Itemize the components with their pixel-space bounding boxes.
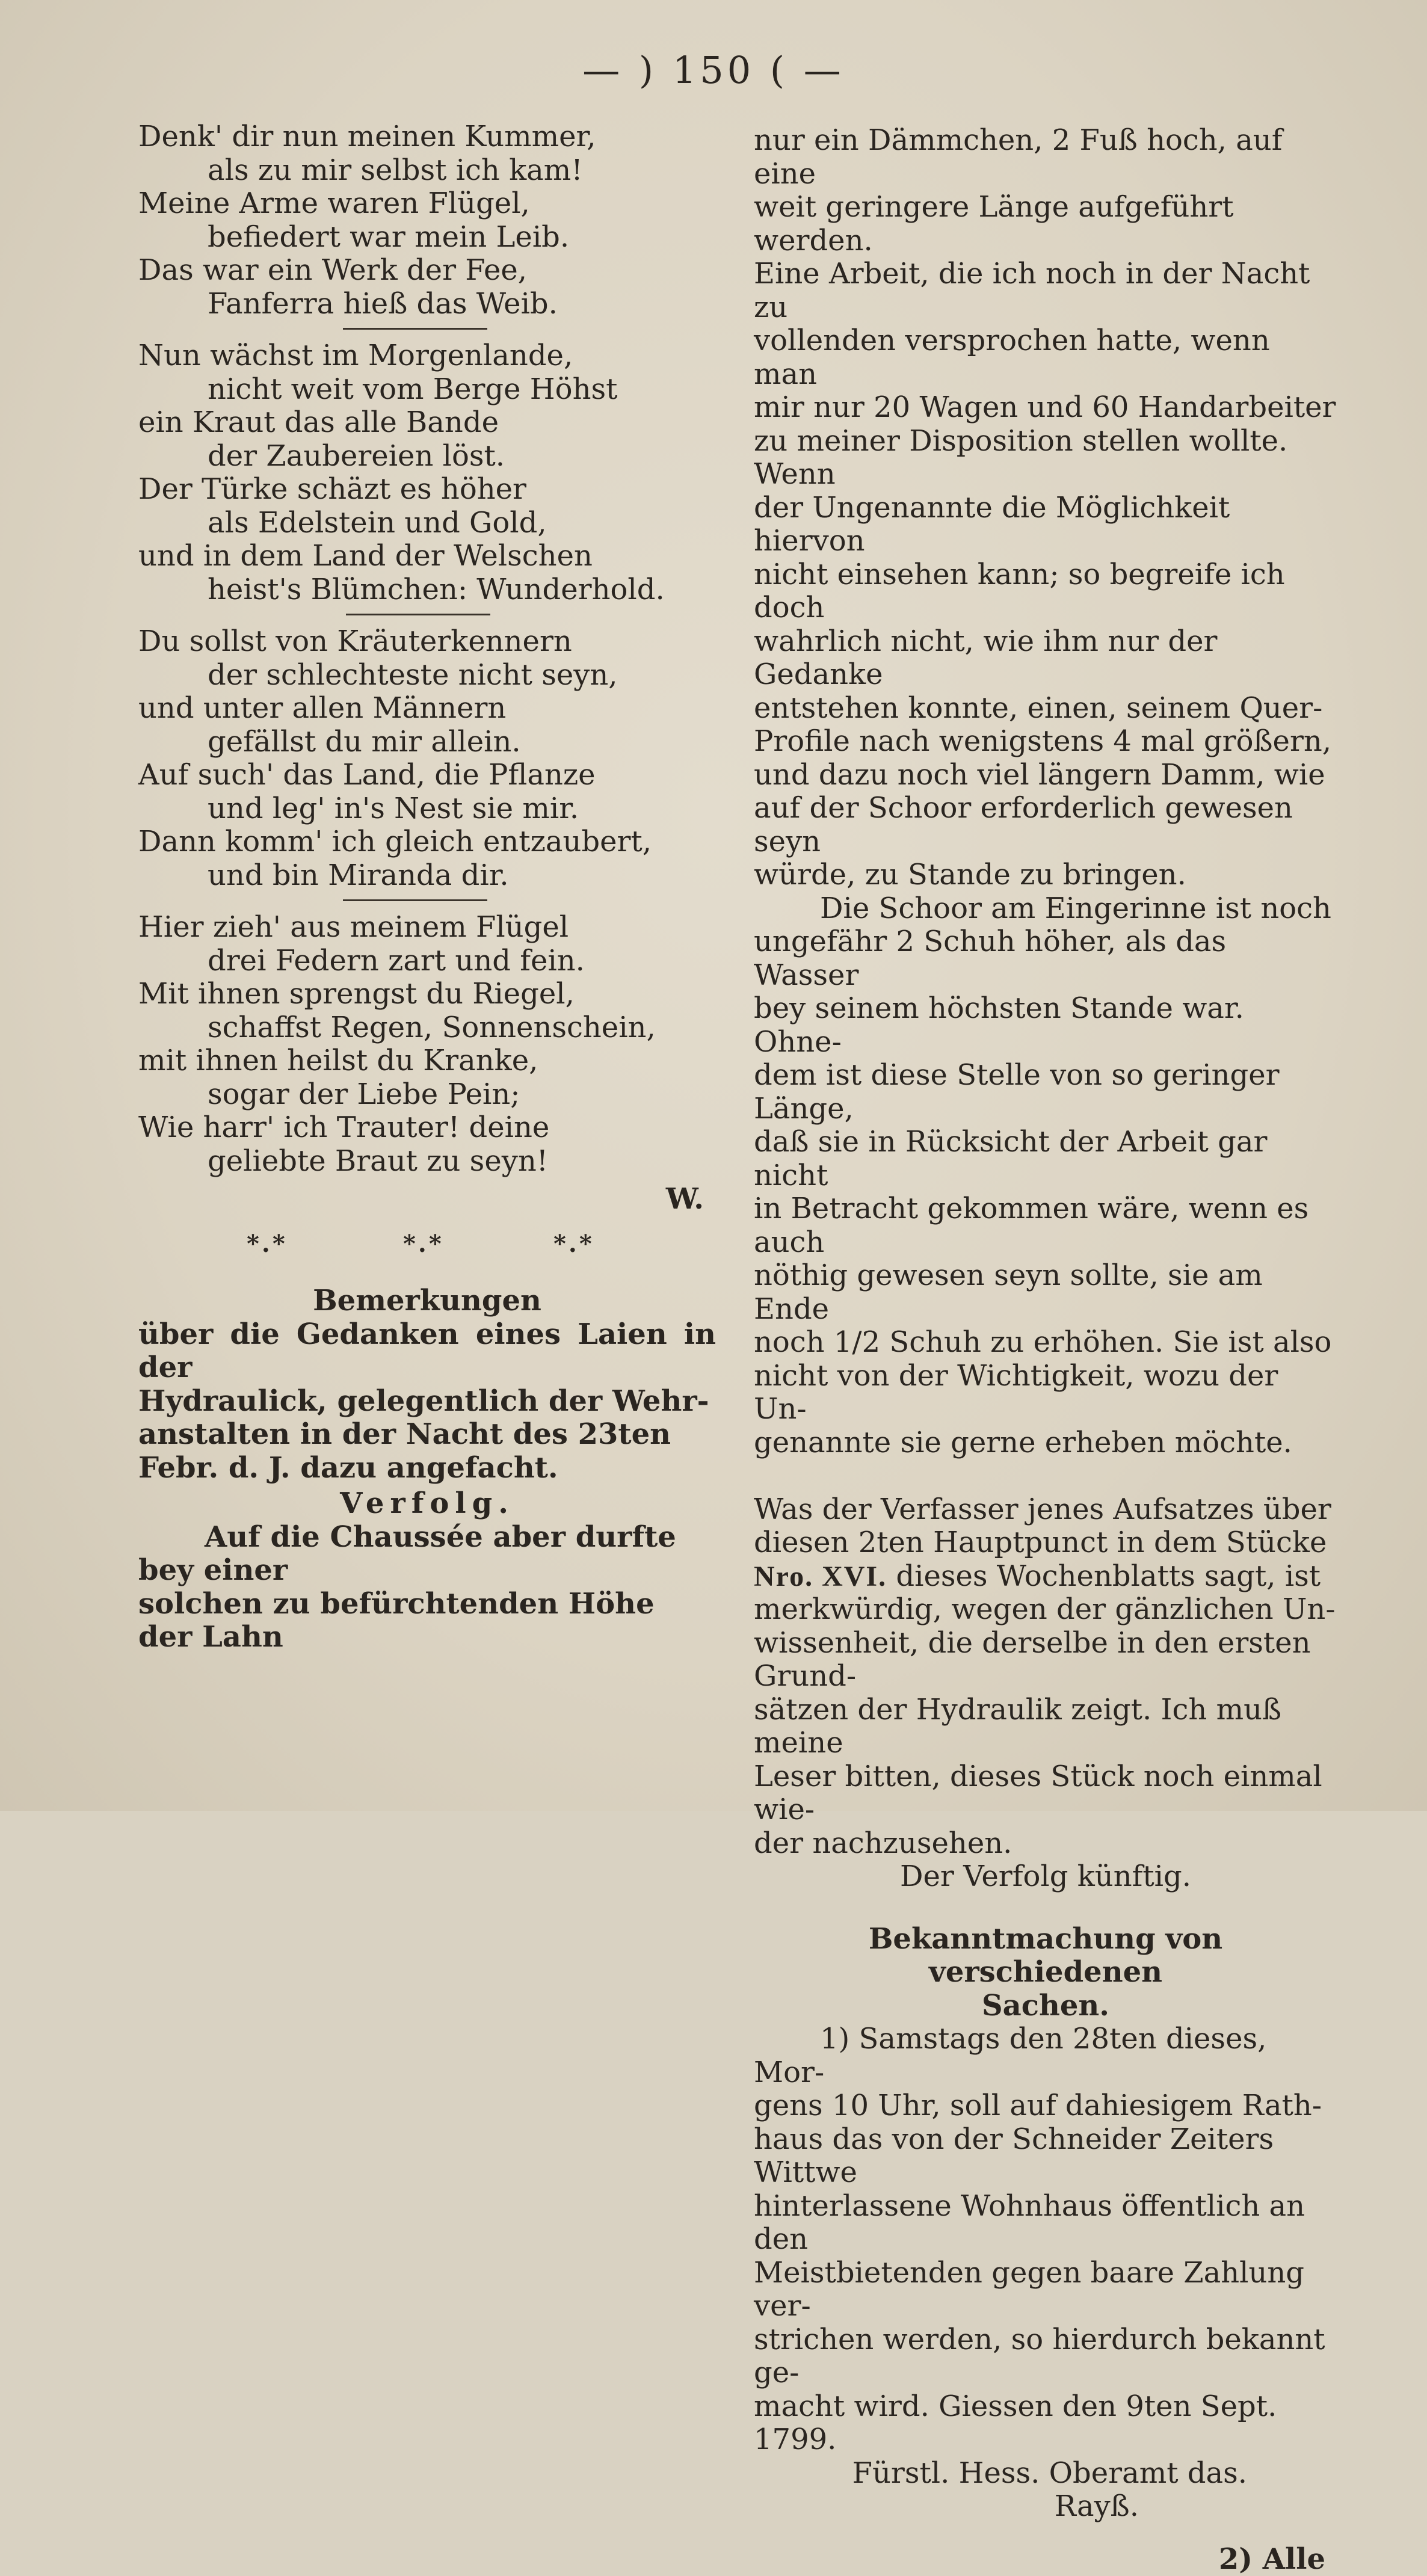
verse-line: und in dem Land der Welschen — [138, 540, 716, 573]
issue-reference: Nro. XVI. — [754, 1561, 887, 1592]
verse-line: Auf such' das Land, die Pflanze — [138, 759, 716, 792]
verse-line: Meine Arme waren Flügel, — [138, 187, 716, 221]
article-paragraph — [754, 1459, 1337, 1860]
verse-line: befiedert war mein Leib. — [138, 221, 716, 254]
paragraph-text: dieses Wochenblatts sagt, ist merkwürdig, wegen der gänzlichen Un- wissenheit, die derselbe in den ersten Grund- sätzen der Hydraulik zeigt. Ich muß meine Leser bitten, dieses Stück noch einmal wie- der nachzusehen. — [754, 1559, 1336, 1860]
verse-line: gefällst du mir allein. — [138, 726, 716, 759]
asterism: *.* — [553, 1227, 594, 1261]
verse-line: Mit ihnen sprengst du Riegel, — [138, 978, 716, 1011]
asterism: *.* — [403, 1227, 444, 1261]
left-column — [138, 120, 716, 1654]
article-continuation-label: Verfolg. — [138, 1487, 716, 1521]
verse-line: drei Federn zart und fein. — [138, 944, 716, 978]
verse-line: Fanferra hieß das Weib. — [138, 288, 716, 321]
article-paragraph: nur ein Dämmchen, 2 Fuß hoch, auf eine weit geringere Länge aufgeführt werden. Eine Arbeit, die ich noch in der Nacht zu vollenden versprochen hatte, wenn man mir nur 20 Wagen und 60 Handarbeiter zu meiner Disposition stellen wollte. Wenn der Ungenannte die Möglichkeit hiervon nicht einsehen kann; so begreife ich doch wahrlich nicht, wie ihm nur der Gedanke entstehen konnte, einen, seinem Quer- Profile nach wenigstens 4 mal größern, und dazu noch viel längern Damm, wie auf der Schoor erforderlich gewesen seyn würde, zu Stande zu bringen. — [754, 124, 1337, 892]
asterism: *.* — [247, 1227, 288, 1261]
announcement-signatory: Rayß. — [754, 2490, 1337, 2524]
poem-stanza-2 — [138, 339, 716, 606]
verse-line: und leg' in's Nest sie mir. — [138, 792, 716, 826]
section-separator — [138, 1220, 716, 1277]
article-paragraph: Auf die Chaussée aber durfte bey einer solchen zu befürchtenden Höhe der Lahn — [138, 1521, 716, 1654]
continuation-note: Der Verfolg künftig. — [754, 1860, 1337, 1894]
verse-line: schaffst Regen, Sonnenschein, — [138, 1011, 716, 1045]
verse-line: Denk' dir nun meinen Kummer, — [138, 120, 716, 154]
verse-line: Du sollst von Kräuterkennern — [138, 625, 716, 659]
poem-stanza-1 — [138, 120, 716, 321]
stanza-divider — [343, 328, 487, 330]
verse-line: geliebte Braut zu seyn! — [138, 1145, 716, 1179]
verse-line: als Edelstein und Gold, — [138, 507, 716, 540]
announcement-authority: Fürstl. Hess. Oberamt das. — [754, 2457, 1337, 2491]
verse-line: Wie harr' ich Trauter! deine — [138, 1111, 716, 1145]
verse-line: sogar der Liebe Pein; — [138, 1078, 716, 1112]
verse-line: Dann komm' ich gleich entzaubert, — [138, 825, 716, 859]
poem-signature: W. — [138, 1178, 716, 1220]
announcement-text: 1) Samstags den 28ten dieses, Mor- gens 10 Uhr, soll auf dahiesigem Rath- haus das von der Schneider Zeiters Wittwe hinterlassene Wohnhaus öffentlich an den Meistbietenden gegen baare Zahlung ver- strichen werden, so hierdurch bekannt ge- macht wird. Giessen den 9ten Sept. 1799. — [754, 2023, 1337, 2457]
verse-line: nicht weit vom Berge Höhst — [138, 373, 716, 407]
stanza-divider — [343, 899, 487, 901]
right-column — [754, 124, 1337, 2576]
verse-line: Nun wächst im Morgenlande, — [138, 339, 716, 373]
verse-line: der schlechteste nicht seyn, — [138, 659, 716, 692]
verse-line: mit ihnen heilst du Kranke, — [138, 1044, 716, 1078]
verse-line: der Zaubereien löst. — [138, 440, 716, 473]
verse-line: heist's Blümchen: Wunderhold. — [138, 573, 716, 607]
announcement-title: Bekanntmachung von verschiedenen Sachen. — [754, 1923, 1337, 2023]
article-subtitle: über die Gedanken eines Laien in der Hydraulick, gelegentlich der Wehr- anstalten in der Nacht des 23ten Febr. d. J. dazu angefacht. — [138, 1318, 716, 1485]
poem-stanza-4 — [138, 911, 716, 1178]
verse-line: Der Türke schäzt es höher — [138, 473, 716, 507]
verse-line: Hier zieh' aus meinem Flügel — [138, 911, 716, 944]
poem-stanza-3 — [138, 625, 716, 892]
page-number: — ) 150 ( — — [0, 48, 1427, 92]
verse-line: Das war ein Werk der Fee, — [138, 254, 716, 288]
article-title: Bemerkungen — [138, 1284, 716, 1318]
verse-line: und unter allen Männern — [138, 692, 716, 726]
verse-line: als zu mir selbst ich kam! — [138, 154, 716, 188]
catchword: 2) Alle — [754, 2543, 1337, 2576]
paragraph-text: Was der Verfasser jenes Aufsatzes über diesen 2ten Hauptpunct in dem Stücke — [754, 1493, 1331, 1560]
stanza-divider — [346, 614, 490, 615]
article-paragraph: Die Schoor am Eingerinne ist noch ungefähr 2 Schuh höher, als das Wasser bey seinem höchsten Stande war. Ohne- dem ist diese Stelle von so geringer Länge, daß sie in Rücksicht der Arbeit gar nicht in Betracht gekommen wäre, wenn es auch nöthig gewesen seyn sollte, sie am Ende noch 1/2 Schuh zu erhöhen. Sie ist also nicht von der Wichtigkeit, wozu der Un- genannte sie gerne erheben möchte. — [754, 892, 1337, 1460]
verse-line: und bin Miranda dir. — [138, 859, 716, 893]
verse-line: ein Kraut das alle Bande — [138, 406, 716, 440]
